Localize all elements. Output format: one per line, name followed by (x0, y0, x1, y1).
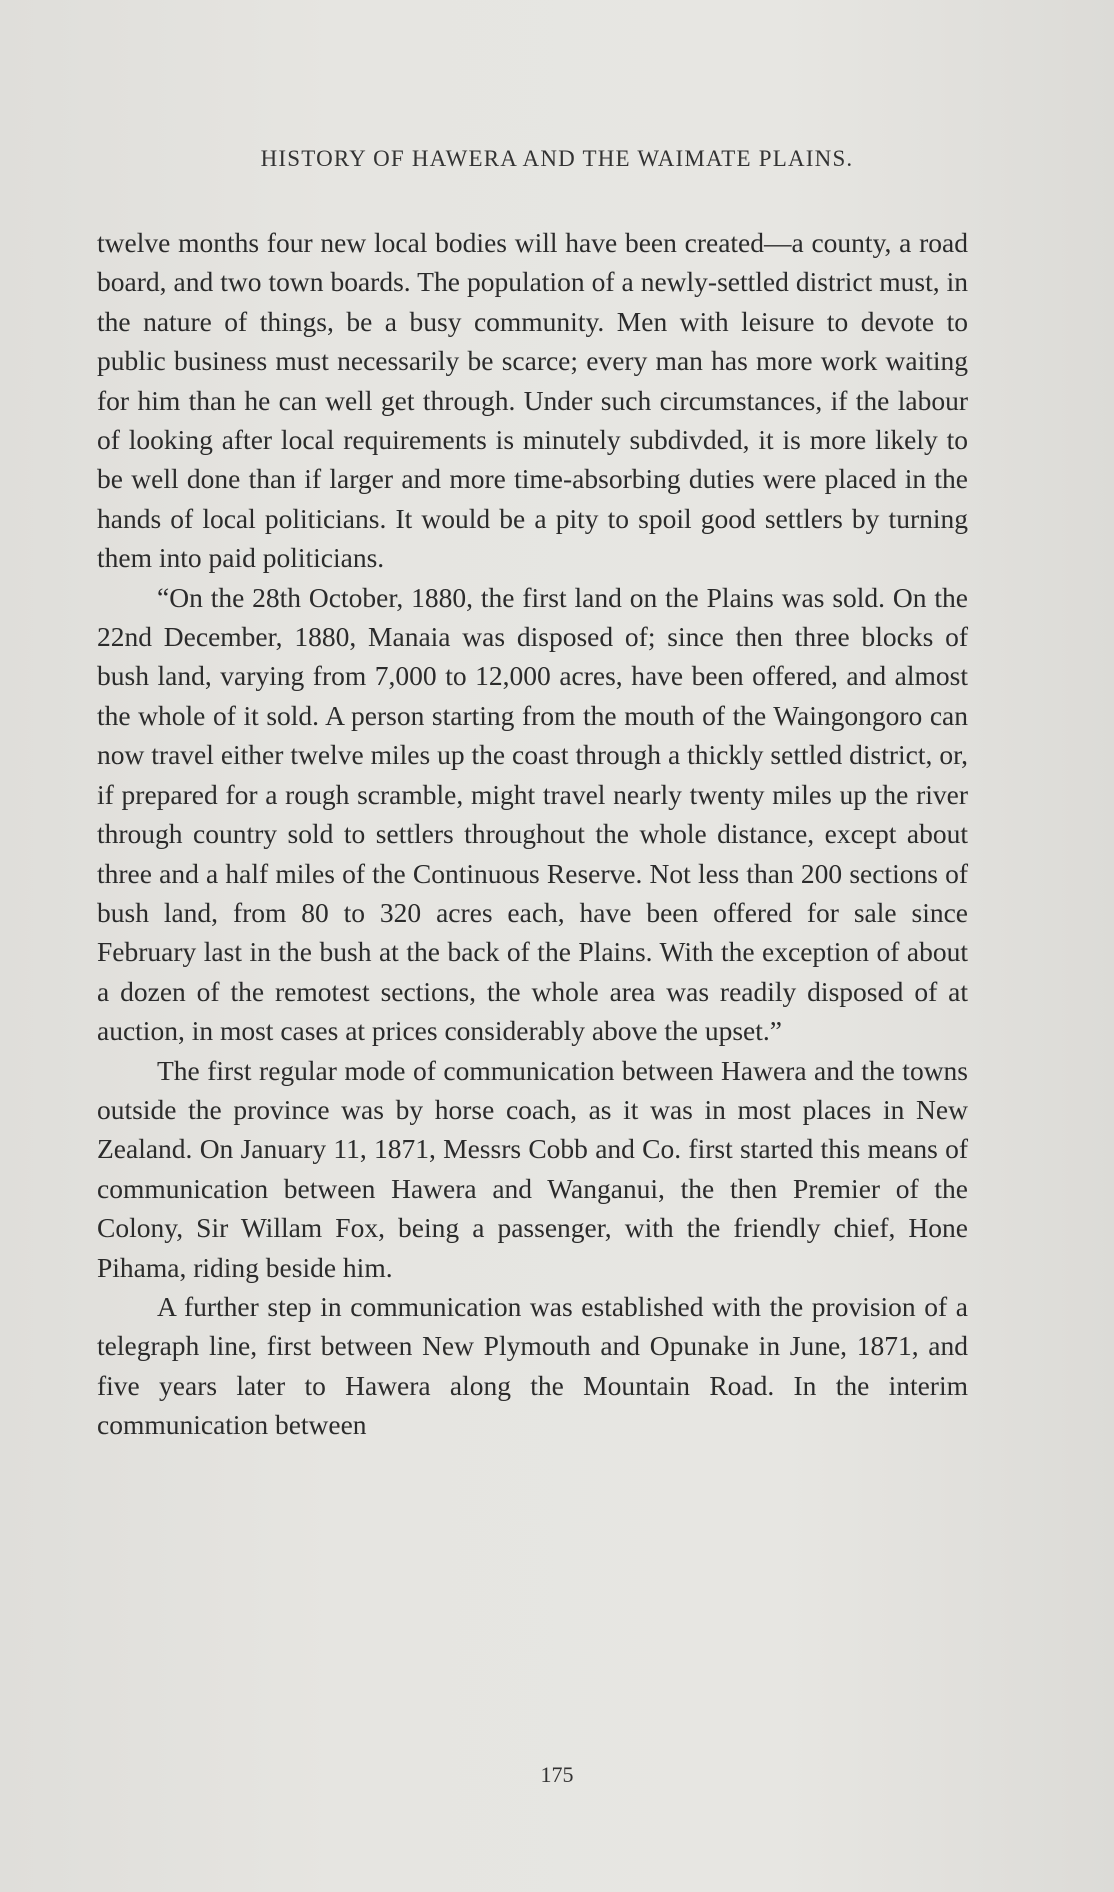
body-text (97, 223, 968, 1445)
paragraph-3: The first regular mode of communication between Hawera and the towns outside the province was by horse coach, as it was in most places in New Zealand. On January 11, 1871, Messrs Cobb and Co. first started this means of communication between Hawera and Wanganui, the then Premier of the Colony, Sir Willam Fox, being a passenger, with the friendly chief, Hone Pihama, riding beside him. (97, 1054, 968, 1283)
page-number: 175 (540, 1762, 574, 1787)
running-head: HISTORY OF HAWERA AND THE WAIMATE PLAINS. (260, 146, 854, 171)
paragraph-2: “On the 28th October, 1880, the first land on the Plains was sold. On the 22nd December, 1880, Manaia was disposed of; since then three blocks of bush land, varying from 7,000 to 12,000 acres, have been offered, and almost the whole of it sold. A person starting from the mouth of the Waingongoro can now travel either twelve miles up the coast through a thickly settled district, or, if prepared for a rough scramble, might travel nearly twenty miles up the river through country sold to settlers throughout the whole distance, except about three and a half miles of the Continuous Reserve. Not less than 200 sections of bush land, from 80 to 320 acres each, have been offered for sale since February last in the bush at the back of the Plains. With the exception of about a dozen of the remotest sections, the whole area was readily disposed of at auction, in most cases at prices considerably above the upset.” (97, 581, 968, 1047)
paragraph-4: A further step in communication was established with the provision of a telegraph line, first between New Plymouth and Opunake in June, 1871, and five years later to Hawera along the Mountain Road. In the interim communication between (97, 1290, 968, 1441)
paragraph-1: twelve months four new local bodies will have been created—a county, a road board, and two town boards. The population of a newly-settled district must, in the nature of things, be a busy community. Men with leisure to devote to public business must necessarily be scarce; every man has more work waiting for him than he can well get through. Under such circumstances, if the labour of looking after local requirements is minutely subdivded, it is more likely to be well done than if larger and more time-absorbing duties were placed in the hands of local politicians. It would be a pity to spoil good settlers by turning them into paid politicians. (97, 227, 968, 574)
